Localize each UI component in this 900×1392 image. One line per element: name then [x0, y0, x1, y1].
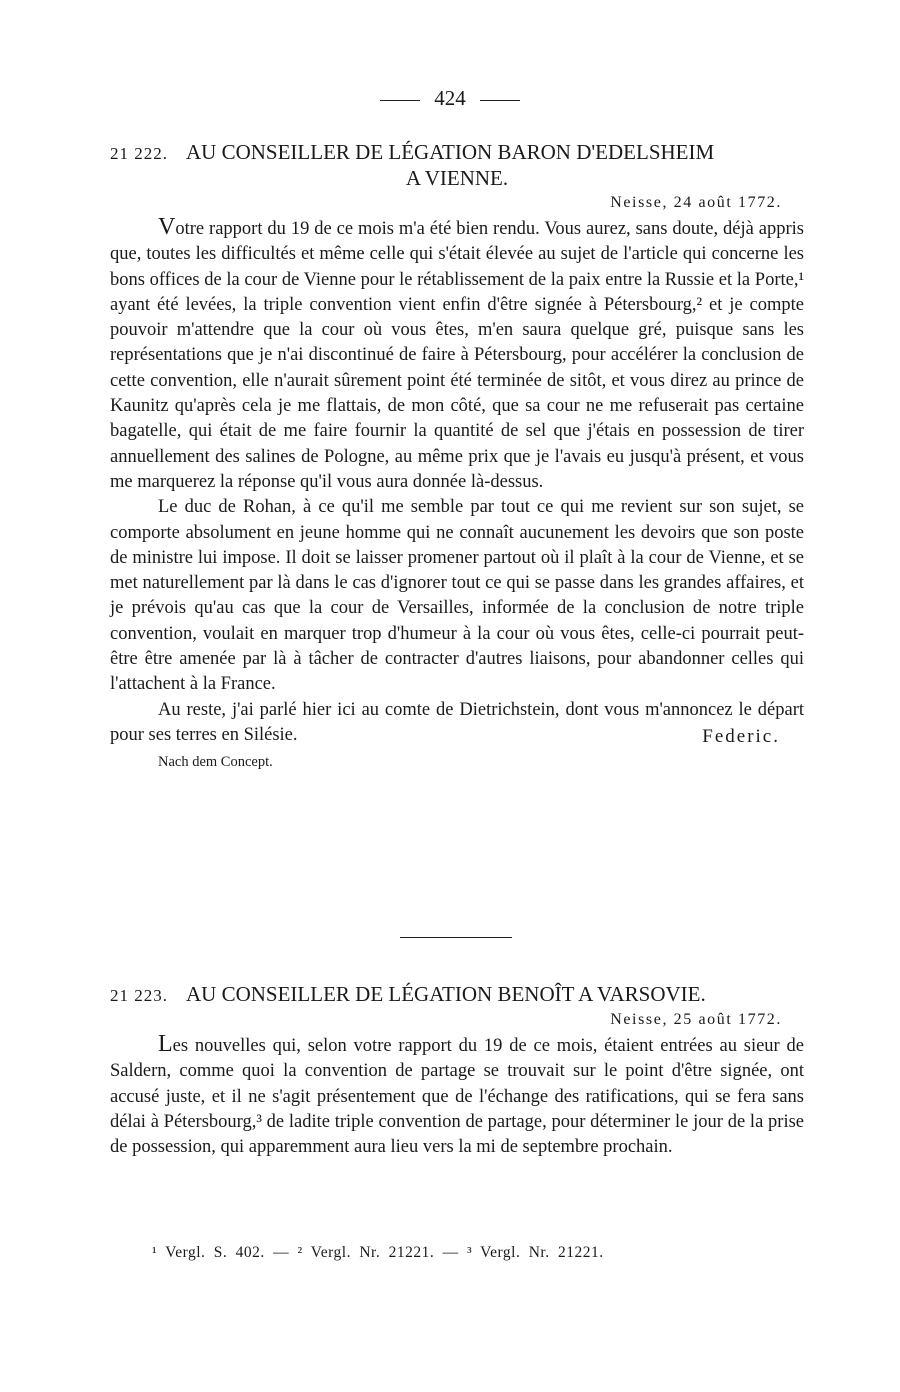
letter-number: 21 223. — [110, 986, 168, 1005]
letter-21223 — [110, 982, 804, 1160]
drop-initial: V — [158, 214, 176, 240]
page-number-dash-right — [480, 100, 520, 101]
page-number-text: 424 — [434, 86, 466, 110]
letter-closing — [110, 698, 804, 749]
letter-title — [110, 140, 804, 166]
letter-dateline: Neisse, 24 août 1772. — [610, 194, 782, 211]
letter-paragraph — [110, 215, 804, 495]
section-separator — [400, 937, 512, 938]
letter-title-line2: A VIENNE. — [405, 166, 509, 190]
paragraph-text: es nouvelles qui, selon votre rapport du 19 de ce mois, étaient entrées au sieur de Saldern, comme quoi la convention de partage se trouvait sur le point d'être signée, ont accusé juste, et il ne s'agit présentement que de l'échange des ratifications, qui se fera sans délai à Pétersbourg,³ de ladite triple convention de partage, pour déterminer le jour de la prise de possession, qui apparemment aura lieu vers la mi de septembre prochain. — [110, 1036, 804, 1158]
letter-paragraph: Le duc de Rohan, à ce qu'il me semble par tout ce qui me revient sur son sujet, se comporte absolument en jeune homme qui ne connaît aucunement les devoirs que son poste de ministre lui impose. Il doit se laisser promener partout où il plaît à la cour de Vienne, et se met naturellement par là dans le cas d'ignorer tout ce qui se passe dans les grandes affaires, et je prévois qu'au cas que la cour de Versailles, informée de la conclusion de notre triple convention, voulait en marquer trop d'humeur à la cour où vous êtes, celle-ci pourrait peut-être être amenée par là à tâcher de contracter d'autres liaisons, pour abandonner celles qui l'attachent à la France. — [110, 497, 804, 695]
letter-title — [110, 982, 804, 1008]
letter-paragraph: Au reste, j'ai parlé hier ici au comte de Dietrichstein, dont vous m'annoncez le départ pour ses terres en Silésie. — [110, 699, 804, 745]
footnotes: ¹ Vergl. S. 402. — ² Vergl. Nr. 21221. — ³ Vergl. Nr. 21221. — [152, 1244, 604, 1261]
source-note: Nach dem Concept. — [158, 754, 273, 771]
letter-title-line1: AU CONSEILLER DE LÉGATION BENOÎT A VARSOVIE. — [186, 982, 706, 1006]
page-number-dash-left — [380, 100, 420, 101]
page-number — [0, 86, 900, 111]
signature: Federic. — [702, 725, 780, 747]
paragraph-text: otre rapport du 19 de ce mois m'a été bien rendu. Vous aurez, sans doute, déjà appris que, toutes les difficultés et même celle qui s'était élevée au sujet de l'article qui concerne les bons offices de la cour de Vienne pour le rétablissement de la paix entre la Russie et la Porte,¹ ayant été levées, la triple convention vient enfin d'être signée à Pétersbourg,² et je compte pouvoir m'attendre que la cour où vous êtes, m'en saura quelque gré, puisque sans les représentations que je n'ai discontinué de faire à Pétersbourg, pour accélérer la conclusion de cette convention, elle n'aurait sûrement point été terminée de sitôt, et vous direz au prince de Kaunitz qu'après cela je me flattais, de mon côté, que sa cour ne me refuserait pas certaine bagatelle, qui était de me faire fournir la quantité de sel que j'étais en possession de tirer annuellement des salines de Pologne, au même prix que je l'avais eu jusqu'à présent, et vous me marquerez la réponse qu'il vous aura donnée là-dessus. — [110, 219, 804, 492]
letter-title-line1: AU CONSEILLER DE LÉGATION BARON D'EDELSHEIM — [186, 140, 715, 164]
letter-paragraph — [110, 1032, 804, 1160]
drop-initial: L — [158, 1031, 173, 1057]
letter-dateline: Neisse, 25 août 1772. — [610, 1011, 782, 1028]
letter-21222 — [110, 140, 804, 772]
letter-number: 21 222. — [110, 144, 168, 163]
